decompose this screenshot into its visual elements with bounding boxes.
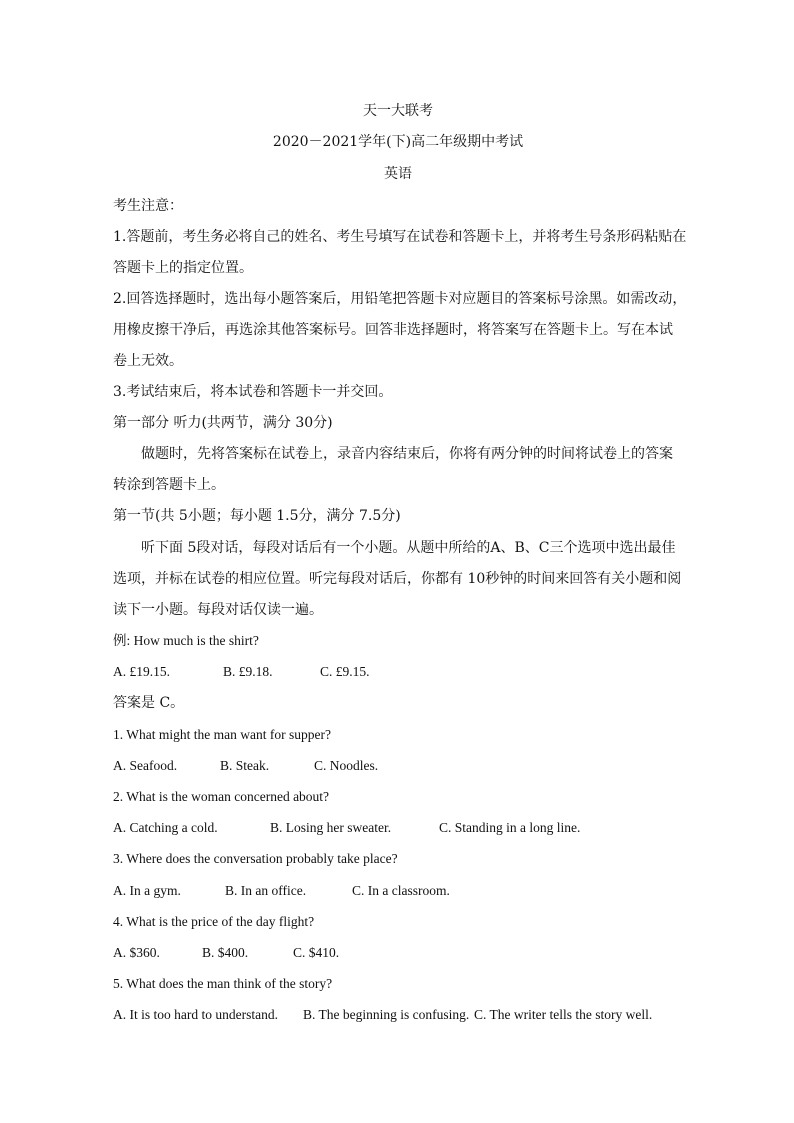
subject-title: 英语 <box>384 166 412 182</box>
example-question: 例: How much is the shirt? <box>113 633 259 648</box>
section1-instr-c: 读下一小题。每段对话仅读一遍。 <box>113 602 323 618</box>
part1-intro-a: 做题时，先将答案标在试卷上，录音内容结束后，你将有两分钟的时间将试卷上的答案 <box>141 446 673 462</box>
q1-option-b: B. Steak. <box>220 758 270 773</box>
question-2: 2. What is the woman concerned about? <box>113 789 330 804</box>
question-1: 1. What might the man want for supper? <box>113 727 331 742</box>
example-options <box>113 662 683 682</box>
question-4: 4. What is the price of the day flight? <box>113 914 315 929</box>
q2-option-b: B. Losing her sweater. <box>270 820 392 835</box>
q5-option-c: C. The writer tells the story well. <box>474 1007 653 1022</box>
part1-title: 第一部分 听力(共两节，满分 30分) <box>113 415 333 431</box>
q1-option-a: A. Seafood. <box>113 758 178 773</box>
notice-item-2c: 卷上无效。 <box>113 353 183 369</box>
question-4-options <box>113 943 683 963</box>
section1-instr-b: 选项，并标在试卷的相应位置。听完每段对话后，你都有 10秒钟的时间来回答有关小题和阅 <box>113 571 682 587</box>
q3-option-c: C. In a classroom. <box>352 883 450 898</box>
example-option-c: C. £9.15. <box>320 664 370 679</box>
notice-title: 考生注意： <box>113 198 183 214</box>
section1-instr-a: 听下面 5段对话，每段对话后有一个小题。从题中所给的A、B、C三个选项中选出最佳 <box>141 540 676 556</box>
org-title: 天一大联考 <box>363 103 433 119</box>
section1-title: 第一节(共 5小题；每小题 1.5分，满分 7.5分) <box>113 508 401 524</box>
example-option-b: B. £9.18. <box>223 664 273 679</box>
example-answer: 答案是 C。 <box>113 695 185 711</box>
notice-item-3: 3.考试结束后，将本试卷和答题卡一并交回。 <box>113 384 393 400</box>
exam-title: 2020－2021学年(下)高二年级期中考试 <box>272 134 524 150</box>
example-option-a: A. £19.15. <box>113 664 170 679</box>
q2-option-a: A. Catching a cold. <box>113 820 218 835</box>
q3-option-b: B. In an office. <box>225 883 307 898</box>
question-2-options <box>113 818 683 838</box>
notice-item-2a: 2.回答选择题时，选出每小题答案后，用铅笔把答题卡对应题目的答案标号涂黑。如需改动， <box>113 291 687 307</box>
q5-option-b: B. The beginning is confusing. <box>303 1007 470 1022</box>
q5-option-a: A. It is too hard to understand. <box>113 1007 278 1022</box>
question-3-options <box>113 881 683 901</box>
q2-option-c: C. Standing in a long line. <box>439 820 581 835</box>
question-5: 5. What does the man think of the story? <box>113 976 333 991</box>
notice-item-1b: 答题卡上的指定位置。 <box>113 260 253 276</box>
q4-option-a: A. $360. <box>113 945 160 960</box>
q3-option-a: A. In a gym. <box>113 883 181 898</box>
question-5-options <box>113 1005 683 1025</box>
notice-item-2b: 用橡皮擦干净后，再选涂其他答案标号。回答非选择题时，将答案写在答题卡上。写在本试 <box>113 322 673 338</box>
q4-option-c: C. $410. <box>293 945 340 960</box>
part1-intro-b: 转涂到答题卡上。 <box>113 477 225 493</box>
question-3: 3. Where does the conversation probably take place? <box>113 851 398 866</box>
q1-option-c: C. Noodles. <box>314 758 379 773</box>
question-1-options <box>113 756 683 776</box>
q4-option-b: B. $400. <box>202 945 249 960</box>
notice-item-1a: 1.答题前，考生务必将自己的姓名、考生号填写在试卷和答题卡上，并将考生号条形码粘贴在 <box>113 229 687 245</box>
